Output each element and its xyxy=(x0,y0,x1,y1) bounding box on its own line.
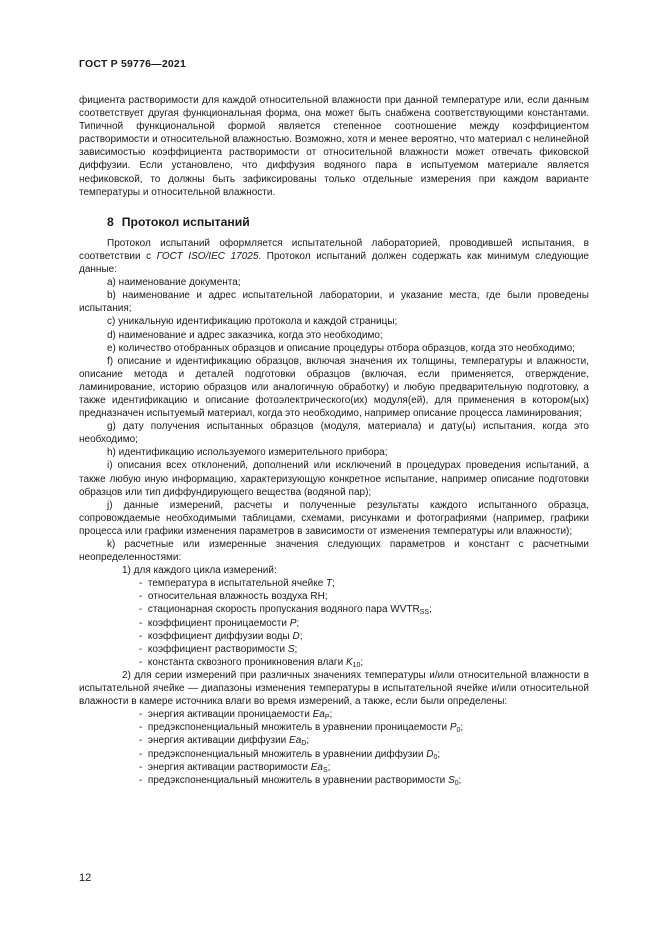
list-item: d) наименование и адрес заказчика, когда это необходимо; xyxy=(107,329,383,341)
section-number: 8 xyxy=(107,214,114,229)
sub-item-label: 2) для серии измерений при различных значениях температуры и/или относительной влажности в испытательной ячейке — диапазоны изменения температуры в испытательной ячейке и/или относительной влажности в камере источника влаги во время измерений, а также, если были определены: xyxy=(79,669,589,708)
list-item: j) данные измерений, расчеты и полученные результаты каждого испытанного образца, сопровождаемые необходимыми таблицами, схемами, рисунками и фотографиями (например, графики процесса или графики изменения параметров в зависимости от изменения температуры или влажности); xyxy=(79,499,589,537)
section-title: Протокол испытаний xyxy=(121,214,250,229)
sub-item-label: 1) для каждого цикла измерений: xyxy=(122,565,277,577)
lead-text-b: . Протокол испытаний должен содержать как минимум следующие данные: xyxy=(79,250,589,276)
document-code-header: ГОСТ Р 59776—2021 xyxy=(79,58,187,70)
list-item: e) количество отобранных образцов и описание процедуры отбора образцов, когда это необходимо; xyxy=(107,342,575,354)
dash-item: - коэффициент диффузии воды D; xyxy=(139,630,303,642)
intro-paragraph: фициента растворимости для каждой относительной влажности при данной температуре или, если данным соответствует другая функциональная форма, она может быть снабжена соответствующими константами. Типичной функциональной формой является степенное соотношение между коэффициентом растворимости и относительной влажностью. Возможно, хотя и менее вероятно, что материал с нелинейной зависимостью коэффициента растворимости от относительной влажности может отвечать фиковской диффузии. Если установлено, что диффузия водяного пара в испытуемом материале является нефиковской, то должны быть зафиксированы только отдельные измерения при каждом варианте температуры и относительной влажности. xyxy=(79,95,589,198)
lead-text-a: Протокол испытаний оформляется испытательной лабораторией, проводившей испытания, в соответствии с xyxy=(79,237,589,262)
list-item: i) описания всех отклонений, дополнений или исключений в процедурах проведения испытаний, а также любую иную информацию, характеризующую конкретное испытание, например описание подготовки образцов или тип диффундирующего вещества (водяной пар); xyxy=(79,460,589,498)
page-number: 12 xyxy=(79,872,92,884)
dash-item: - коэффициент растворимости S; xyxy=(139,643,298,655)
dash-item: - энергия активации проницаемости $Ea_P$; xyxy=(139,709,333,722)
dash-item: - относительная влажность воздуха RH; xyxy=(139,591,328,603)
dash-item: - коэффициент проницаемости P; xyxy=(139,617,300,629)
dash-item: - предэкспоненциальный множитель в уравнении диффузии $D_0$; xyxy=(139,748,441,761)
list-item: k) расчетные или измеренные значения следующих параметров и констант с расчетными неопределенностями: xyxy=(79,539,589,564)
list-item: c) уникальную идентификацию протокола и каждой страницы; xyxy=(107,316,398,328)
dash-item: - константа сквозного проникновения влаги $K_{10}$; xyxy=(139,656,364,669)
dash-item: - температура в испытательной ячейке T; xyxy=(139,578,335,590)
list-item: a) наименование документа; xyxy=(107,277,241,289)
list-item: g) дату получения испытанных образцов (модуля, материала) и дату(ы) испытания, когда это необходимо; xyxy=(79,421,589,446)
list-item: f) описание и идентификацию образцов, включая значения их толщины, температуры и влажности, описание метода и деталей подготовки образцов (включая, если применяется, отверждение, ламинирование, историю образцов или аналогичную обработку) и любую предварительную подготовку, а также идентификацию и описание фотоэлектрического(их) модуля(ей), для применения в котором(ых) предназначен испытуемый материал, когда это необходимо, например описание процесса ламинирования; xyxy=(79,355,589,420)
list-item: h) идентификацию используемого измерительного прибора; xyxy=(107,447,388,459)
dash-item: - предэкспоненциальный множитель в уравнении растворимости $S_0$; xyxy=(139,774,462,787)
section-lead-paragraph xyxy=(79,237,589,276)
standard-reference: ГОСТ ISO/IEC 17025 xyxy=(156,250,259,262)
list-item: b) наименование и адрес испытательной лаборатории, и указание места, где были проведены испытания; xyxy=(79,290,589,315)
dash-item: - стационарная скорость пропускания водяного пара $WVTR_{SS}$; xyxy=(139,604,432,617)
dash-item: - предэкспоненциальный множитель в уравнении проницаемости $P_0$; xyxy=(139,722,464,735)
page-body xyxy=(79,94,589,787)
dash-item: - энергия активации растворимости $Ea_S$; xyxy=(139,761,331,774)
section-heading xyxy=(79,216,589,229)
dash-item: - энергия активации диффузии $Ea_D$; xyxy=(139,735,310,748)
